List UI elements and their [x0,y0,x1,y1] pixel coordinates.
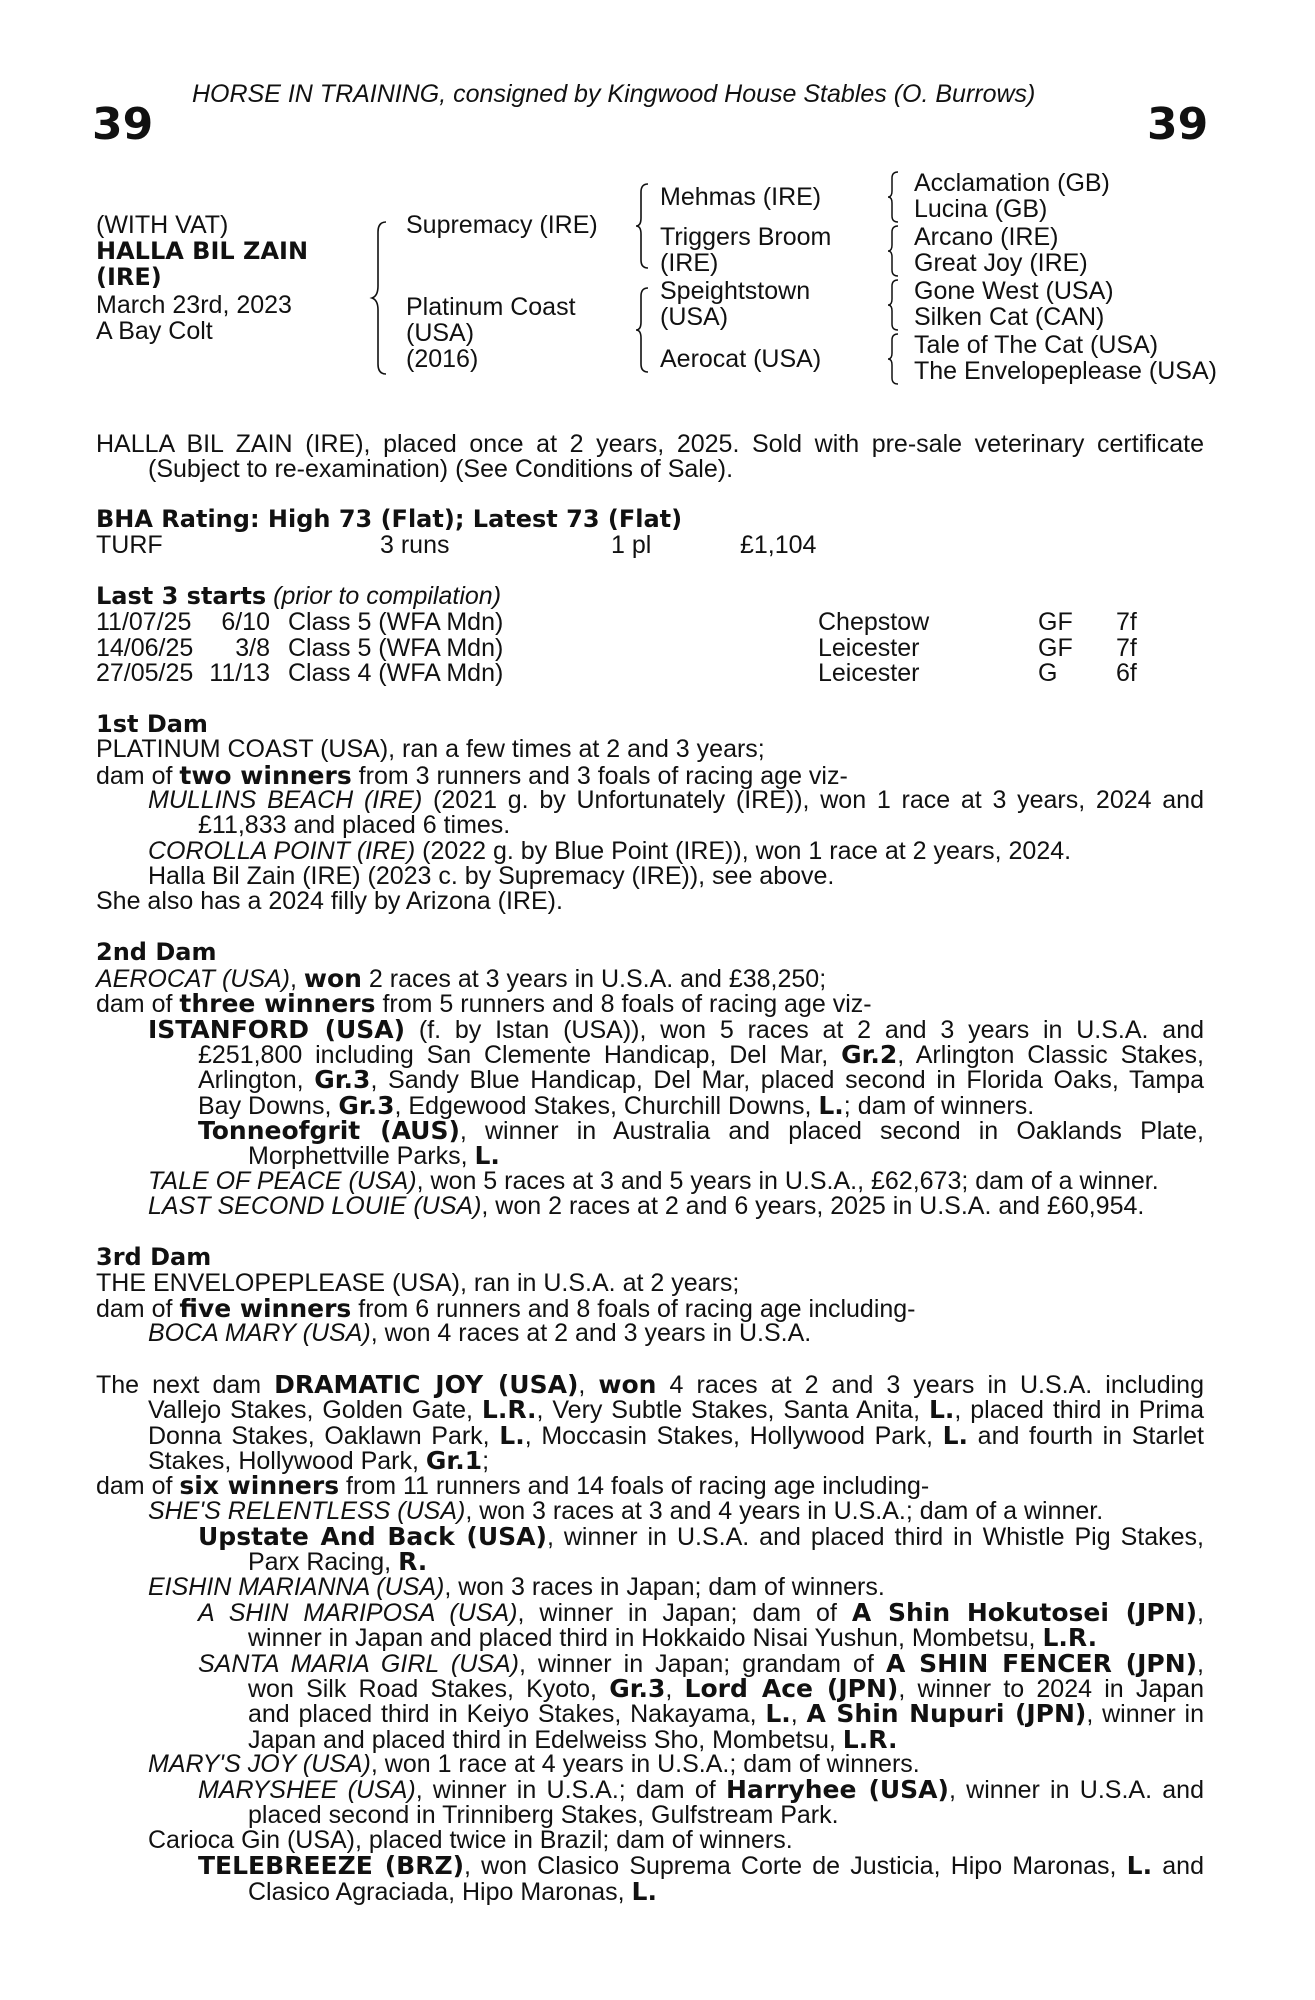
start-going: GF [1038,608,1073,636]
sire-sire: Mehmas (IRE) [660,183,822,211]
start-race: Class 4 (WFA Mdn) [288,659,504,687]
dam-line: She also has a 2024 filly by Arizona (IRE). [96,887,563,915]
starts-note: (prior to compilation) [273,582,502,610]
dam-year: (2016) [406,345,479,373]
start-row [96,633,1204,662]
progeny-line: Halla Bil Zain (IRE) (2023 c. by Supremacy (IRE)), see above. [148,862,835,890]
foaling-date: March 23rd, 2023 [96,291,292,319]
start-dist: 6f [1116,659,1137,687]
start-race: Class 5 (WFA Mdn) [288,608,504,636]
dam-line: PLATINUM COAST (USA), ran a few times at 2 and 3 years; [96,735,765,763]
progeny-line: Bay Downs, Gr.3, Edgewood Stakes, Churchill Downs, L.; dam of winners. [198,1091,1035,1120]
pedigree-brace [888,280,902,330]
dam: Platinum Coast [406,293,576,321]
start-dist: 7f [1116,633,1137,662]
ancestor-4: Great Joy (IRE) [914,249,1088,277]
progeny-line: MARYSHEE (USA), winner in U.S.A.; dam of Harryhee (USA), winner in U.S.A. and [198,1775,1204,1804]
progeny-line: and placed third in Keiyo Stakes, Nakayama, L., A Shin Nupuri (JPN), winner in [248,1699,1204,1728]
start-date: 14/06/25 [96,633,194,662]
dam-sire-country: (USA) [660,303,729,331]
dam-line: THE ENVELOPEPLEASE (USA), ran in U.S.A. at 2 years; [96,1269,740,1297]
start-dist: 7f [1116,608,1137,636]
progeny-line: Tonneofgrit (AUS), winner in Australia and placed second in Oaklands Plate, [198,1116,1204,1145]
progeny-line: BOCA MARY (USA), won 4 races at 2 and 3 years in U.S.A. [148,1319,812,1347]
starts-table [96,610,1204,687]
progeny-line: LAST SECOND LOUIE (USA), won 2 races at 2 and 6 years, 2025 in U.S.A. and £60,954. [148,1192,1145,1220]
progeny-line: Carioca Gin (USA), placed twice in Brazil; dam of winners. [148,1826,793,1854]
progeny-line: EISHIN MARIANNA (USA), won 3 races in Japan; dam of winners. [148,1573,885,1601]
ancestor-1: Acclamation (GB) [914,169,1110,197]
progeny-line: Clasico Agraciada, Hipo Maronas, L. [248,1877,657,1906]
lot-number-right: 39 [1147,99,1209,150]
pedigree-brace [636,288,652,372]
pedigree-brace [888,334,902,384]
ancestor-3: Arcano (IRE) [914,223,1059,251]
dam-dam: Aerocat (USA) [660,345,822,373]
horse-description: A Bay Colt [96,317,213,345]
summary-line: (Subject to re-examination) (See Conditions of Sale). [148,455,734,483]
progeny-line: SHE'S RELENTLESS (USA), won 3 races at 3 and 4 years in U.S.A.; dam of a winner. [148,1497,1104,1525]
dam-line: dam of five winners from 6 runners and 8 foals of racing age including- [96,1294,916,1323]
dam-line: Donna Stakes, Oaklawn Park, L., Moccasin Stakes, Hollywood Park, L. and fourth in Starlet [148,1421,1204,1450]
sire-dam-country: (IRE) [660,249,719,277]
dam-line: dam of three winners from 5 runners and 8 foals of racing age viz- [96,989,872,1018]
progeny-line: TALE OF PEACE (USA), won 5 races at 3 and 5 years in U.S.A., £62,673; dam of a winner. [148,1167,1159,1195]
rating-placed: 1 pl [611,531,652,559]
ancestor-2: Lucina (GB) [914,195,1048,223]
start-course: Leicester [818,633,920,662]
progeny-line: COROLLA POINT (IRE) (2022 g. by Blue Point (IRE)), won 1 race at 2 years, 2024. [148,837,1072,865]
section-title: 3rd Dam [96,1243,212,1271]
ancestor-6: Silken Cat (CAN) [914,303,1105,331]
start-row [96,610,1204,636]
dam-line: The next dam DRAMATIC JOY (USA), won 4 races at 2 and 3 years in U.S.A. including [96,1370,1204,1399]
progeny-line: Arlington, Gr.3, Sandy Blue Handicap, Del Mar, placed second in Florida Oaks, Tampa [198,1065,1204,1094]
rating-title: BHA Rating: High 73 (Flat); Latest 73 (Flat) [96,505,683,533]
ancestor-7: Tale of The Cat (USA) [914,331,1159,359]
progeny-line: placed second in Trinniberg Stakes, Gulfstream Park. [248,1801,839,1829]
horse-name: HALLA BIL ZAIN [96,237,309,265]
progeny-line: MARY'S JOY (USA), won 1 race at 4 years in U.S.A.; dam of winners. [148,1750,920,1778]
start-going: G [1038,659,1058,687]
pedigree-brace [888,226,902,276]
section-title: 2nd Dam [96,938,217,966]
rating-earnings: £1,104 [740,531,817,559]
start-date: 27/05/25 [96,659,194,687]
sire-dam: Triggers Broom [660,223,832,251]
start-pos: 3/8 [235,633,270,662]
section-title: 1st Dam [96,710,208,738]
progeny-line: £251,800 including San Clemente Handicap, Del Mar, Gr.2, Arlington Classic Stakes, [198,1040,1205,1069]
start-course: Chepstow [818,608,930,636]
dam-line: Stakes, Hollywood Park, Gr.1; [148,1446,490,1475]
progeny-line: ISTANFORD (USA) (f. by Istan (USA)), won 5 races at 2 and 3 years in U.S.A. and [148,1015,1204,1044]
progeny-line: winner in Japan and placed third in Hokkaido Nisai Yushun, Mombetsu, L.R. [248,1623,1098,1652]
catalogue-header: HORSE IN TRAINING, consigned by Kingwood House Stables (O. Burrows) [192,80,1036,108]
ancestor-5: Gone West (USA) [914,277,1114,305]
pedigree-brace [372,222,392,374]
progeny-line: A SHIN MARIPOSA (USA), winner in Japan; dam of A Shin Hokutosei (JPN), [198,1598,1204,1627]
start-going: GF [1038,633,1073,662]
summary-line: HALLA BIL ZAIN (IRE), placed once at 2 years, 2025. Sold with pre-sale veterinary certificate [96,430,1204,458]
rating-runs: 3 runs [380,531,450,559]
dam-sire: Speightstown [660,277,811,305]
vat-note: (WITH VAT) [96,211,229,239]
lot-number-left: 39 [92,99,154,150]
pedigree-brace [888,172,902,222]
start-race: Class 5 (WFA Mdn) [288,633,504,662]
sire: Supremacy (IRE) [406,211,598,239]
horse-suffix: (IRE) [96,263,162,291]
dam-line: Vallejo Stakes, Golden Gate, L.R., Very Subtle Stakes, Santa Anita, L., placed third in Prima [148,1395,1204,1424]
progeny-line: £11,833 and placed 6 times. [198,811,511,839]
start-pos: 11/13 [209,659,270,687]
dam-line: AEROCAT (USA), won 2 races at 3 years in U.S.A. and £38,250; [96,964,827,993]
progeny-line: TELEBREEZE (BRZ), won Clasico Suprema Corte de Justicia, Hipo Maronas, L. and [198,1851,1204,1880]
progeny-line: MULLINS BEACH (IRE) (2021 g. by Unfortunately (IRE)), won 1 race at 3 years, 2024 and [148,786,1204,814]
ancestor-8: The Envelopeplease (USA) [914,357,1217,385]
progeny-line: SANTA MARIA GIRL (USA), winner in Japan; grandam of A SHIN FENCER (JPN), [198,1649,1204,1678]
dam-country: (USA) [406,319,475,347]
progeny-line: Japan and placed third in Edelweiss Sho, Mombetsu, L.R. [248,1725,898,1754]
start-row [96,661,1204,687]
progeny-line: Upstate And Back (USA), winner in U.S.A. and placed third in Whistle Pig Stakes, [198,1522,1204,1551]
start-pos: 6/10 [221,608,270,636]
start-date: 11/07/25 [96,608,192,636]
rating-surface: TURF [96,531,163,559]
pedigree-brace [636,184,652,268]
progeny-line: Parx Racing, R. [248,1547,428,1576]
progeny-line: Morphettville Parks, L. [248,1141,500,1170]
dam-line: dam of two winners from 3 runners and 3 foals of racing age viz- [96,761,848,790]
starts-title: Last 3 starts [96,582,267,610]
start-course: Leicester [818,659,920,687]
dam-line: dam of six winners from 11 runners and 14 foals of racing age including- [96,1471,930,1500]
progeny-line: won Silk Road Stakes, Kyoto, Gr.3, Lord Ace (JPN), winner to 2024 in Japan [248,1674,1204,1703]
